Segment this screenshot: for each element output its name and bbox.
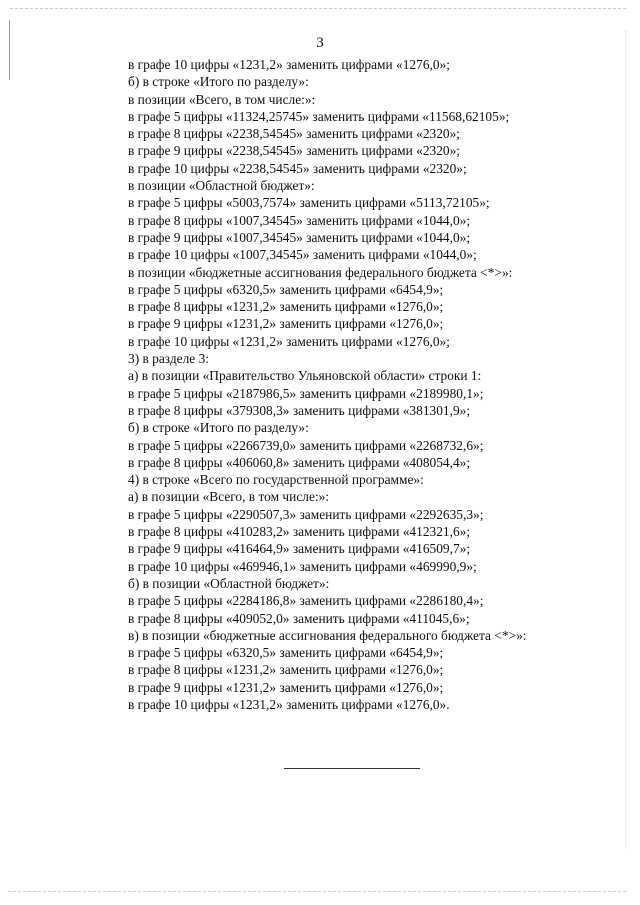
text-line: 4) в строке «Всего по государственной программе»: — [128, 472, 424, 488]
text-line: в графе 8 цифры «1231,2» заменить цифрами «1276,0»; — [128, 662, 444, 678]
text-line: в графе 5 цифры «6320,5» заменить цифрами «6454,9»; — [128, 645, 444, 661]
text-line: в графе 5 цифры «2290507,3» заменить цифрами «2292635,3»; — [128, 506, 484, 522]
text-line: б) в строке «Итого по разделу»: — [128, 420, 309, 436]
text-line: 3) в разделе 3: — [128, 351, 210, 367]
text-line: в графе 5 цифры «2266739,0» заменить цифрами «2268732,6»; — [128, 437, 484, 453]
text-line: а) в позиции «Всего, в том числе:»: — [128, 489, 330, 505]
text-line: в графе 9 цифры «1231,2» заменить цифрами «1276,0»; — [128, 316, 444, 332]
amendment-text — [128, 56, 608, 713]
scan-edge-right — [625, 30, 626, 850]
text-line: в графе 9 цифры «2238,54545» заменить цифрами «2320»; — [128, 143, 461, 159]
text-line: в графе 5 цифры «11324,25745» заменить цифрами «11568,62105»; — [128, 108, 510, 124]
text-line: в графе 5 цифры «6320,5» заменить цифрами «6454,9»; — [128, 281, 444, 297]
text-line: в позиции «бюджетные ассигнования федерального бюджета <*>»: — [128, 264, 513, 280]
text-line: в графе 8 цифры «379308,3» заменить цифрами «381301,9»; — [128, 402, 471, 418]
text-line: в позиции «Областной бюджет»: — [128, 178, 315, 194]
text-line: в графе 8 цифры «2238,54545» заменить цифрами «2320»; — [128, 126, 461, 142]
text-line: в графе 9 цифры «1231,2» заменить цифрами «1276,0»; — [128, 679, 444, 695]
text-line: в графе 9 цифры «416464,9» заменить цифрами «416509,7»; — [128, 541, 471, 557]
text-line: в графе 8 цифры «1007,34545» заменить цифрами «1044,0»; — [128, 212, 471, 228]
text-line: в графе 8 цифры «406060,8» заменить цифрами «408054,4»; — [128, 454, 471, 470]
text-line: б) в позиции «Областной бюджет»: — [128, 575, 330, 591]
text-line: в графе 10 цифры «469946,1» заменить цифрами «469990,9»; — [128, 558, 477, 574]
text-line: в графе 5 цифры «2284186,8» заменить цифрами «2286180,4»; — [128, 593, 484, 609]
text-line: в графе 8 цифры «410283,2» заменить цифрами «412321,6»; — [128, 524, 471, 540]
text-line: в графе 8 цифры «409052,0» заменить цифрами «411045,6»; — [128, 610, 470, 626]
end-of-document-rule — [284, 768, 420, 769]
text-line: в) в позиции «бюджетные ассигнования федерального бюджета <*>»: — [128, 627, 527, 643]
text-line: в графе 9 цифры «1007,34545» заменить цифрами «1044,0»; — [128, 229, 471, 245]
text-line: в графе 5 цифры «2187986,5» заменить цифрами «2189980,1»; — [128, 385, 484, 401]
text-line: а) в позиции «Правительство Ульяновской области» строки 1: — [128, 368, 482, 384]
text-line: в графе 10 цифры «1007,34545» заменить цифрами «1044,0»; — [128, 247, 477, 263]
text-line: в графе 8 цифры «1231,2» заменить цифрами «1276,0»; — [128, 299, 444, 315]
text-line: в графе 5 цифры «5003,7574» заменить цифрами «5113,72105»; — [128, 195, 490, 211]
page-number: 3 — [316, 35, 324, 51]
scan-edge-bottom — [8, 891, 626, 892]
text-line: б) в строке «Итого по разделу»: — [128, 74, 309, 90]
text-line: в графе 10 цифры «2238,54545» заменить цифрами «2320»; — [128, 160, 467, 176]
text-line: в графе 10 цифры «1231,2» заменить цифрами «1276,0». — [128, 696, 450, 712]
text-line: в графе 10 цифры «1231,2» заменить цифрами «1276,0»; — [128, 333, 450, 349]
scan-edge-top — [10, 8, 626, 9]
text-line: в позиции «Всего, в том числе:»: — [128, 91, 316, 107]
text-line: в графе 10 цифры «1231,2» заменить цифрами «1276,0»; — [128, 57, 450, 72]
